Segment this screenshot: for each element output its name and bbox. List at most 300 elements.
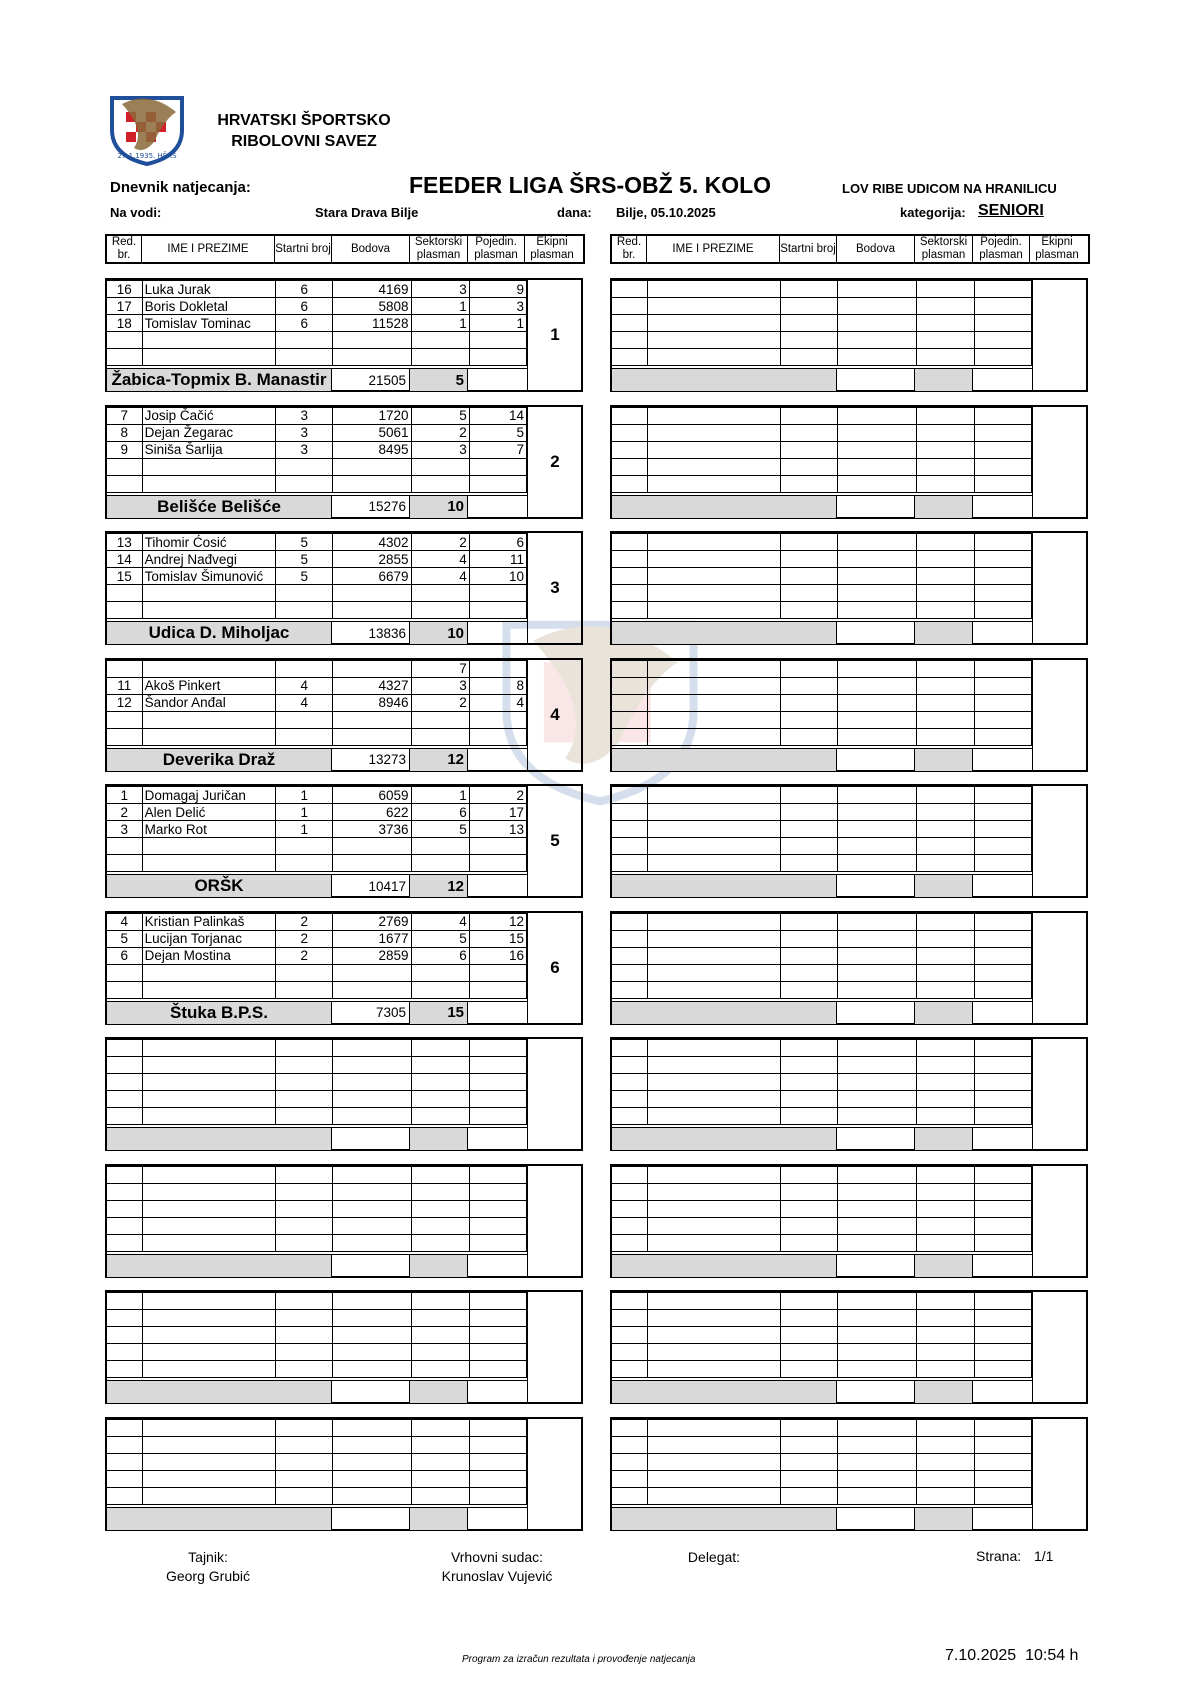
cell-points (333, 855, 411, 872)
cell-indiv (469, 1234, 526, 1251)
cell-points (333, 1108, 411, 1125)
cell-red (107, 964, 142, 981)
cell-sector (916, 1074, 974, 1091)
cell-red: 2 (107, 804, 142, 821)
cell-red: 9 (107, 441, 142, 458)
team-name (612, 622, 837, 644)
cell-red (612, 332, 647, 349)
team-block (105, 784, 583, 898)
footer-spacer (973, 369, 1030, 391)
date-value: Bilje, 05.10.2025 (616, 205, 716, 220)
table-row (612, 585, 1032, 602)
cell-red (107, 1344, 142, 1361)
table-row (612, 1310, 1032, 1327)
table-row (107, 981, 527, 998)
cell-sector: 1 (411, 315, 469, 332)
table-row (107, 1166, 527, 1183)
cell-red: 7 (107, 407, 142, 424)
category-value: SENIORI (978, 202, 1044, 219)
cell-points (838, 1310, 916, 1327)
cell-points (333, 1200, 411, 1217)
team-name (107, 1381, 332, 1403)
cell-indiv (469, 349, 526, 366)
cell-sector (916, 298, 974, 315)
cell-indiv (974, 728, 1031, 745)
cell-red (107, 1361, 142, 1378)
team-total (837, 1128, 915, 1150)
cell-indiv (469, 1310, 526, 1327)
judge-label: Vrhovni sudac: (450, 1549, 544, 1565)
cell-indiv (974, 1108, 1031, 1125)
cell-points (333, 585, 411, 602)
cell-start (781, 441, 838, 458)
cell-red (612, 981, 647, 998)
cell-sector (916, 602, 974, 619)
column-header-right (610, 234, 1090, 264)
cell-indiv (974, 660, 1031, 677)
cell-indiv (469, 981, 526, 998)
cell-start (276, 1108, 333, 1125)
cell-start (781, 1361, 838, 1378)
cell-points (838, 1108, 916, 1125)
cell-red (107, 1074, 142, 1091)
team-name: Deverika Draž (107, 749, 332, 771)
table-row (107, 407, 527, 424)
cell-name (647, 315, 780, 332)
cell-red: 14 (107, 551, 142, 568)
cell-red (107, 1419, 142, 1436)
cell-name (647, 1040, 780, 1057)
cell-name (647, 660, 780, 677)
cell-sector (411, 458, 469, 475)
cell-red: 12 (107, 694, 142, 711)
cell-sector (916, 947, 974, 964)
cell-indiv (974, 677, 1031, 694)
cell-indiv (974, 1419, 1031, 1436)
table-row (107, 1057, 527, 1074)
footer-spacer (468, 749, 525, 771)
cell-name: Luka Jurak (142, 281, 275, 298)
cell-points (333, 1040, 411, 1057)
cell-indiv (469, 1166, 526, 1183)
cell-points (333, 1293, 411, 1310)
cell-sector (916, 821, 974, 838)
secretary-label: Tajnik: (188, 1549, 228, 1565)
cell-name: Andrej Nađvegi (142, 551, 275, 568)
cell-start: 6 (276, 281, 333, 298)
cell-points: 6679 (333, 568, 411, 585)
logo-text: 27.1.1935. HŠRS (117, 152, 177, 160)
cell-sector (916, 458, 974, 475)
cell-indiv (974, 298, 1031, 315)
cell-sector (411, 585, 469, 602)
cell-start (781, 349, 838, 366)
cell-indiv (469, 1487, 526, 1504)
cell-red (612, 838, 647, 855)
cell-name (142, 1217, 275, 1234)
table-row (107, 1344, 527, 1361)
column-header-red_br: Red. br. (612, 236, 647, 262)
team-name (612, 369, 837, 391)
cell-name (142, 1344, 275, 1361)
cell-points (333, 458, 411, 475)
cell-name: Tomislav Tominac (142, 315, 275, 332)
cell-points (838, 458, 916, 475)
cell-start (276, 1040, 333, 1057)
cell-sector (411, 602, 469, 619)
team-total (837, 369, 915, 391)
cell-red (107, 1310, 142, 1327)
cell-start (276, 1074, 333, 1091)
cell-indiv (469, 475, 526, 492)
cell-sector (916, 1453, 974, 1470)
cell-points (838, 568, 916, 585)
cell-sector (411, 1074, 469, 1091)
cell-points (333, 1487, 411, 1504)
cell-points (333, 1183, 411, 1200)
cell-indiv (469, 1419, 526, 1436)
footer-spacer (468, 622, 525, 644)
cell-indiv (974, 838, 1031, 855)
cell-name (142, 1453, 275, 1470)
cell-start (781, 551, 838, 568)
cell-sector (916, 534, 974, 551)
empty-block (610, 278, 1088, 392)
team-total (837, 1002, 915, 1024)
cell-indiv (469, 1108, 526, 1125)
cell-start (781, 1453, 838, 1470)
cell-name (142, 964, 275, 981)
team-block (105, 405, 583, 519)
cell-start (781, 298, 838, 315)
cell-name (142, 1200, 275, 1217)
cell-start (276, 1436, 333, 1453)
cell-points (333, 1344, 411, 1361)
table-row (612, 930, 1032, 947)
column-header-pojedin: Pojedin. plasman (973, 236, 1030, 262)
cell-points (838, 585, 916, 602)
cell-red (107, 1108, 142, 1125)
table-row (612, 694, 1032, 711)
cell-indiv: 16 (469, 947, 526, 964)
table-row (612, 441, 1032, 458)
empty-block (610, 405, 1088, 519)
table-row (107, 1234, 527, 1251)
cell-points (838, 1040, 916, 1057)
cell-start (276, 964, 333, 981)
cell-sector (916, 1040, 974, 1057)
cell-name (647, 551, 780, 568)
table-row (107, 1200, 527, 1217)
cell-indiv (974, 821, 1031, 838)
team-sector-sum (410, 1508, 468, 1530)
team-name (612, 1381, 837, 1403)
cell-indiv (974, 1436, 1031, 1453)
team-sector-sum: 5 (410, 369, 468, 391)
cell-sector (411, 1470, 469, 1487)
table-row (107, 1453, 527, 1470)
cell-points (838, 1234, 916, 1251)
team-total (332, 1381, 410, 1403)
cell-name (647, 1217, 780, 1234)
column-header-bodova: Bodova (332, 236, 410, 262)
team-sector-sum (915, 496, 973, 518)
empty-block (105, 1164, 583, 1278)
cell-start (781, 281, 838, 298)
cell-indiv (469, 1057, 526, 1074)
table-row (107, 855, 527, 872)
cell-name (647, 930, 780, 947)
table-row (612, 332, 1032, 349)
cell-points (333, 728, 411, 745)
empty-block (610, 911, 1088, 1025)
cell-points (333, 1091, 411, 1108)
cell-indiv (974, 1166, 1031, 1183)
cell-sector (916, 1217, 974, 1234)
hsrs-logo (104, 90, 190, 166)
cell-indiv (974, 424, 1031, 441)
cell-name (647, 407, 780, 424)
cell-name (142, 585, 275, 602)
cell-red (107, 728, 142, 745)
cell-red (107, 855, 142, 872)
cell-start (276, 1310, 333, 1327)
team-rank (1032, 280, 1087, 390)
cell-red: 4 (107, 913, 142, 930)
cell-start (276, 981, 333, 998)
cell-points (333, 981, 411, 998)
cell-red (612, 1310, 647, 1327)
cell-indiv (974, 711, 1031, 728)
footer-spacer (973, 496, 1030, 518)
table-row (107, 694, 527, 711)
cell-points: 2859 (333, 947, 411, 964)
cell-name: Josip Čačić (142, 407, 275, 424)
table-row (612, 1361, 1032, 1378)
table-row (612, 660, 1032, 677)
table-row (612, 281, 1032, 298)
cell-points (333, 660, 411, 677)
table-row (107, 1074, 527, 1091)
team-name (612, 1002, 837, 1024)
cell-sector: 5 (411, 930, 469, 947)
cell-start (781, 1344, 838, 1361)
table-row (107, 332, 527, 349)
cell-indiv: 7 (469, 441, 526, 458)
team-total: 10417 (332, 875, 410, 897)
cell-sector (916, 694, 974, 711)
cell-points (838, 1166, 916, 1183)
cell-indiv (469, 1183, 526, 1200)
cell-indiv: 2 (469, 787, 526, 804)
cell-points (333, 964, 411, 981)
cell-sector (411, 1183, 469, 1200)
team-total (837, 1381, 915, 1403)
cell-red (107, 458, 142, 475)
cell-sector (916, 1057, 974, 1074)
cell-points (333, 1166, 411, 1183)
table-row (107, 441, 527, 458)
cell-start (781, 677, 838, 694)
cell-points (333, 1057, 411, 1074)
water-value: Stara Drava Bilje (315, 205, 419, 220)
cell-sector (916, 804, 974, 821)
cell-points (838, 855, 916, 872)
cell-indiv (469, 728, 526, 745)
cell-indiv (469, 1200, 526, 1217)
cell-start (781, 1183, 838, 1200)
cell-points (333, 1470, 411, 1487)
cell-sector: 6 (411, 804, 469, 821)
cell-sector (411, 475, 469, 492)
cell-start (781, 332, 838, 349)
cell-indiv (469, 1040, 526, 1057)
cell-name: Tihomir Ćosić (142, 534, 275, 551)
column-header-ime: IME I PREZIME (647, 236, 780, 262)
cell-red (612, 585, 647, 602)
cell-name (647, 1327, 780, 1344)
cell-name (142, 1234, 275, 1251)
cell-start: 2 (276, 947, 333, 964)
cell-red (612, 1091, 647, 1108)
cell-start: 3 (276, 407, 333, 424)
cell-name: Dejan Mostina (142, 947, 275, 964)
cell-points (838, 1327, 916, 1344)
cell-points (838, 1200, 916, 1217)
cell-name (142, 602, 275, 619)
table-row (612, 1200, 1032, 1217)
judge-name: Krunoslav Vujević (441, 1568, 553, 1584)
cell-name: Šandor Anđal (142, 694, 275, 711)
cell-start (276, 1344, 333, 1361)
cell-start (781, 913, 838, 930)
table-row (612, 458, 1032, 475)
team-rank: 4 (527, 660, 582, 770)
table-row (612, 964, 1032, 981)
cell-start (781, 1040, 838, 1057)
cell-start (276, 458, 333, 475)
cell-points (838, 1091, 916, 1108)
cell-sector (916, 407, 974, 424)
table-row (612, 1293, 1032, 1310)
cell-points (838, 315, 916, 332)
footer-spacer (468, 1255, 525, 1277)
cell-start (276, 855, 333, 872)
table-row (107, 1361, 527, 1378)
cell-sector: 3 (411, 281, 469, 298)
cell-start (276, 838, 333, 855)
cell-points (838, 660, 916, 677)
cell-name (142, 1108, 275, 1125)
team-block (105, 911, 583, 1025)
cell-sector (411, 711, 469, 728)
cell-start (781, 1166, 838, 1183)
cell-points (333, 349, 411, 366)
cell-name (142, 1091, 275, 1108)
cell-name (142, 1487, 275, 1504)
cell-indiv: 15 (469, 930, 526, 947)
cell-name (647, 1166, 780, 1183)
cell-start (276, 1293, 333, 1310)
team-rank (527, 1292, 582, 1402)
team-total (837, 622, 915, 644)
cell-points (838, 711, 916, 728)
cell-sector (411, 1234, 469, 1251)
cell-points (838, 1419, 916, 1436)
cell-indiv (974, 804, 1031, 821)
cell-indiv (974, 458, 1031, 475)
cell-name (647, 1344, 780, 1361)
cell-name (647, 568, 780, 585)
cell-red: 16 (107, 281, 142, 298)
cell-sector (916, 838, 974, 855)
empty-block (105, 1417, 583, 1531)
cell-red (612, 821, 647, 838)
cell-sector (411, 964, 469, 981)
cell-start (781, 475, 838, 492)
cell-points: 5808 (333, 298, 411, 315)
page-value: 1/1 (1034, 1548, 1054, 1564)
cell-sector (916, 1183, 974, 1200)
cell-start (276, 1200, 333, 1217)
table-row (612, 1453, 1032, 1470)
cell-points: 2855 (333, 551, 411, 568)
cell-start (781, 1419, 838, 1436)
team-name (612, 749, 837, 771)
team-name (612, 1255, 837, 1277)
cell-name (647, 964, 780, 981)
team-rank: 1 (527, 280, 582, 390)
cell-indiv (974, 407, 1031, 424)
footer-spacer (468, 875, 525, 897)
cell-indiv (974, 441, 1031, 458)
cell-points (333, 1327, 411, 1344)
table-row (107, 1470, 527, 1487)
footer-spacer (973, 1255, 1030, 1277)
cell-name: Kristian Palinkaš (142, 913, 275, 930)
cell-start (276, 349, 333, 366)
cell-sector (411, 1310, 469, 1327)
cell-red: 8 (107, 424, 142, 441)
cell-indiv (974, 1040, 1031, 1057)
cell-sector: 5 (411, 407, 469, 424)
cell-start: 1 (276, 804, 333, 821)
table-row (612, 568, 1032, 585)
cell-sector (916, 349, 974, 366)
cell-name (142, 728, 275, 745)
table-row (107, 804, 527, 821)
cell-name (142, 1293, 275, 1310)
cell-red (612, 660, 647, 677)
cell-name (142, 1419, 275, 1436)
table-row (612, 787, 1032, 804)
table-row (107, 677, 527, 694)
cell-sector (916, 1419, 974, 1436)
team-total (332, 1128, 410, 1150)
cell-indiv: 13 (469, 821, 526, 838)
cell-start (276, 1091, 333, 1108)
team-rank (527, 1039, 582, 1149)
cell-start (781, 1327, 838, 1344)
program-note: Program za izračun rezultata i provođenje natjecanja (462, 1654, 696, 1665)
cell-start (781, 1091, 838, 1108)
cell-points: 11528 (333, 315, 411, 332)
cell-indiv (469, 332, 526, 349)
empty-block (610, 1290, 1088, 1404)
cell-points (838, 804, 916, 821)
table-row (612, 349, 1032, 366)
cell-indiv (974, 1217, 1031, 1234)
